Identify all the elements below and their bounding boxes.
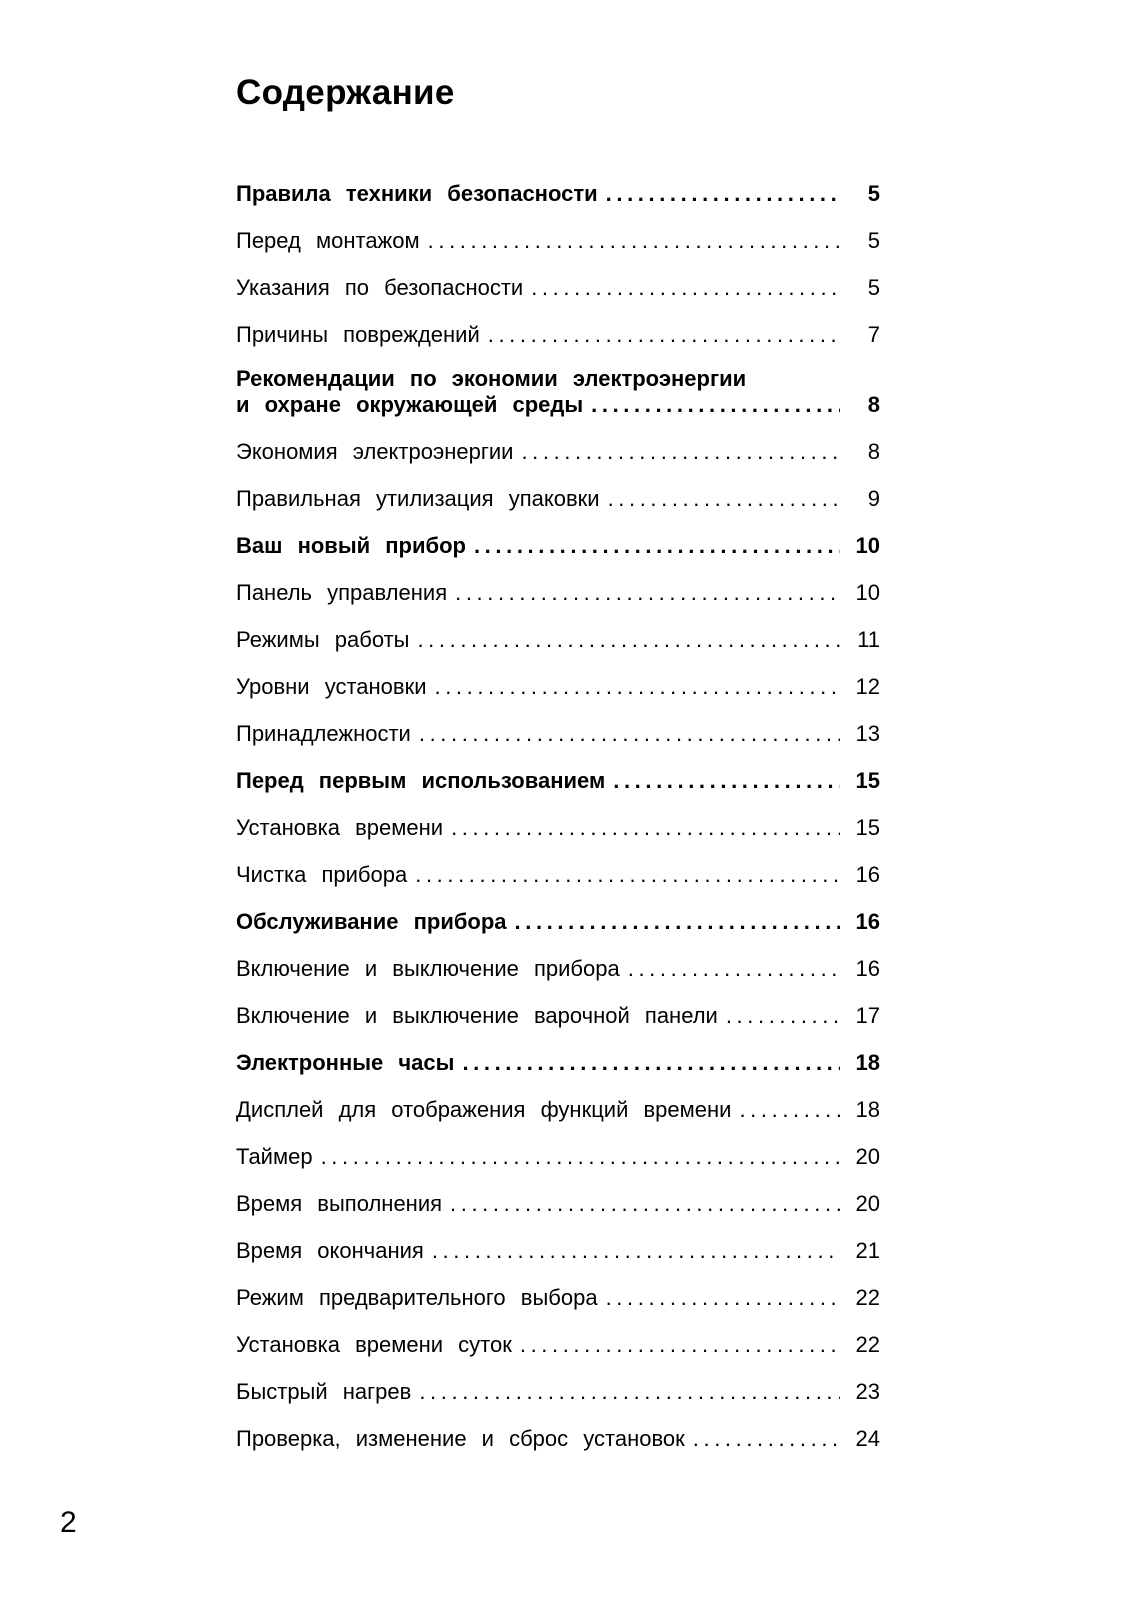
toc-page-number: 7 xyxy=(867,322,880,347)
toc-page-number: 15 xyxy=(855,815,880,840)
toc-page-number: 17 xyxy=(855,1003,880,1028)
toc-dot-leader xyxy=(419,721,840,747)
toc-entry[interactable] xyxy=(236,653,880,700)
toc-dot-leader xyxy=(435,674,841,700)
toc-entry[interactable] xyxy=(236,301,880,348)
toc-entry[interactable] xyxy=(236,841,880,888)
toc-page-number: 23 xyxy=(855,1379,880,1404)
toc-dot-leader xyxy=(450,1191,840,1217)
toc-entry-label: Обслуживание прибора xyxy=(236,909,507,934)
toc-page-number: 22 xyxy=(855,1285,880,1310)
toc-dot-leader xyxy=(608,486,840,512)
toc-entry-label: Правильная утилизация упаковки xyxy=(236,486,600,511)
toc-entry-label: Установка времени суток xyxy=(236,1332,512,1357)
toc-entry[interactable] xyxy=(236,935,880,982)
toc-entry[interactable] xyxy=(236,418,880,465)
toc-page-number: 12 xyxy=(855,674,880,699)
toc-entry-label: Чистка прибора xyxy=(236,862,408,887)
toc-dot-leader xyxy=(419,1379,840,1405)
toc-entry-label: Перед монтажом xyxy=(236,228,420,253)
toc-page-number: 13 xyxy=(855,721,880,746)
toc-entry[interactable] xyxy=(236,1311,880,1358)
toc-entry[interactable] xyxy=(236,1264,880,1311)
toc-page-number: 11 xyxy=(857,627,880,652)
toc-entry[interactable] xyxy=(236,982,880,1029)
toc-dot-leader xyxy=(613,768,840,794)
toc-entry[interactable] xyxy=(236,1170,880,1217)
toc-section[interactable] xyxy=(236,512,880,559)
toc-entry-label: Электронные часы xyxy=(236,1050,455,1075)
toc-page-number: 16 xyxy=(855,956,880,981)
toc-entry-label: Панель управления xyxy=(236,580,448,605)
toc-entry-label: Установка времени xyxy=(236,815,444,840)
toc-page-number: 22 xyxy=(855,1332,880,1357)
toc-section[interactable] xyxy=(236,160,880,207)
toc-dot-leader xyxy=(739,1097,840,1123)
toc-dot-leader xyxy=(432,1238,840,1264)
toc-dot-leader xyxy=(462,1050,840,1076)
toc-entry[interactable] xyxy=(236,1405,880,1452)
toc-page-number: 5 xyxy=(867,228,880,253)
toc-entry[interactable] xyxy=(236,1217,880,1264)
toc-page-number: 15 xyxy=(855,768,880,793)
toc-entry[interactable] xyxy=(236,794,880,841)
toc-entry-label: Таймер xyxy=(236,1144,313,1169)
toc-entry-label: Указания по безопасности xyxy=(236,275,524,300)
toc-entry[interactable] xyxy=(236,465,880,512)
toc-page-number: 8 xyxy=(867,392,880,417)
toc-dot-leader xyxy=(417,627,840,653)
toc-entry-label-line2: и охране окружающей среды xyxy=(236,392,584,417)
toc-entry-label: Правила техники безопасности xyxy=(236,181,598,206)
toc-entry-label: Ваш новый прибор xyxy=(236,533,466,558)
toc-dot-leader xyxy=(726,1003,840,1029)
toc-page-number: 18 xyxy=(855,1050,880,1075)
toc-dot-leader xyxy=(321,1144,840,1170)
toc-entry[interactable] xyxy=(236,254,880,301)
toc-dot-leader xyxy=(531,275,840,301)
table-of-contents xyxy=(236,160,880,1452)
toc-page-number: 20 xyxy=(855,1191,880,1216)
toc-entry[interactable] xyxy=(236,207,880,254)
toc-entry[interactable] xyxy=(236,559,880,606)
toc-page-number: 24 xyxy=(855,1426,880,1451)
toc-page-number: 21 xyxy=(855,1238,880,1263)
toc-page-number: 10 xyxy=(855,533,880,558)
toc-page-number: 18 xyxy=(855,1097,880,1122)
toc-entry[interactable] xyxy=(236,700,880,747)
toc-entry-label: Причины повреждений xyxy=(236,322,480,347)
toc-entry-label: Дисплей для отображения функций времени xyxy=(236,1097,732,1122)
toc-dot-leader xyxy=(628,956,840,982)
toc-page-number: 16 xyxy=(855,862,880,887)
toc-dot-leader xyxy=(428,228,840,254)
toc-entry-label: Режим предварительного выбора xyxy=(236,1285,598,1310)
page-title: Содержание xyxy=(236,73,455,112)
toc-entry[interactable] xyxy=(236,606,880,653)
toc-dot-leader xyxy=(515,909,840,935)
toc-dot-leader xyxy=(474,533,840,559)
toc-dot-leader xyxy=(591,392,840,418)
toc-page-number: 20 xyxy=(855,1144,880,1169)
toc-page-number: 8 xyxy=(867,439,880,464)
toc-page-number: 5 xyxy=(867,275,880,300)
toc-section[interactable] xyxy=(236,348,880,418)
toc-entry[interactable] xyxy=(236,1358,880,1405)
toc-page-number: 16 xyxy=(855,909,880,934)
toc-dot-leader xyxy=(415,862,840,888)
toc-dot-leader xyxy=(693,1426,840,1452)
toc-entry-label: Включение и выключение варочной панели xyxy=(236,1003,718,1028)
toc-section[interactable] xyxy=(236,888,880,935)
toc-entry-label: Быстрый нагрев xyxy=(236,1379,412,1404)
toc-entry-label: Экономия электроэнергии xyxy=(236,439,514,464)
toc-dot-leader xyxy=(488,322,840,348)
toc-entry-label: Уровни установки xyxy=(236,674,427,699)
toc-dot-leader xyxy=(451,815,840,841)
toc-dot-leader xyxy=(455,580,840,606)
toc-entry-label: Режимы работы xyxy=(236,627,410,652)
toc-section[interactable] xyxy=(236,1029,880,1076)
toc-dot-leader xyxy=(520,1332,840,1358)
toc-entry[interactable] xyxy=(236,1123,880,1170)
page-number: 2 xyxy=(60,1506,77,1539)
toc-entry-label: Принадлежности xyxy=(236,721,411,746)
toc-entry-label: Время выполнения xyxy=(236,1191,443,1216)
toc-page-number: 9 xyxy=(867,486,880,511)
toc-dot-leader xyxy=(606,181,840,207)
toc-entry-label-line1: Рекомендации по экономии электроэнергии xyxy=(236,366,747,391)
toc-entry-label: Время окончания xyxy=(236,1238,424,1263)
toc-dot-leader xyxy=(606,1285,840,1311)
toc-section[interactable] xyxy=(236,747,880,794)
toc-entry-label: Перед первым использованием xyxy=(236,768,606,793)
toc-entry-label: Включение и выключение прибора xyxy=(236,956,620,981)
toc-page-number: 10 xyxy=(855,580,880,605)
toc-dot-leader xyxy=(521,439,840,465)
toc-entry[interactable] xyxy=(236,1076,880,1123)
toc-entry-label: Проверка, изменение и сброс установок xyxy=(236,1426,685,1451)
toc-page-number: 5 xyxy=(867,181,880,206)
